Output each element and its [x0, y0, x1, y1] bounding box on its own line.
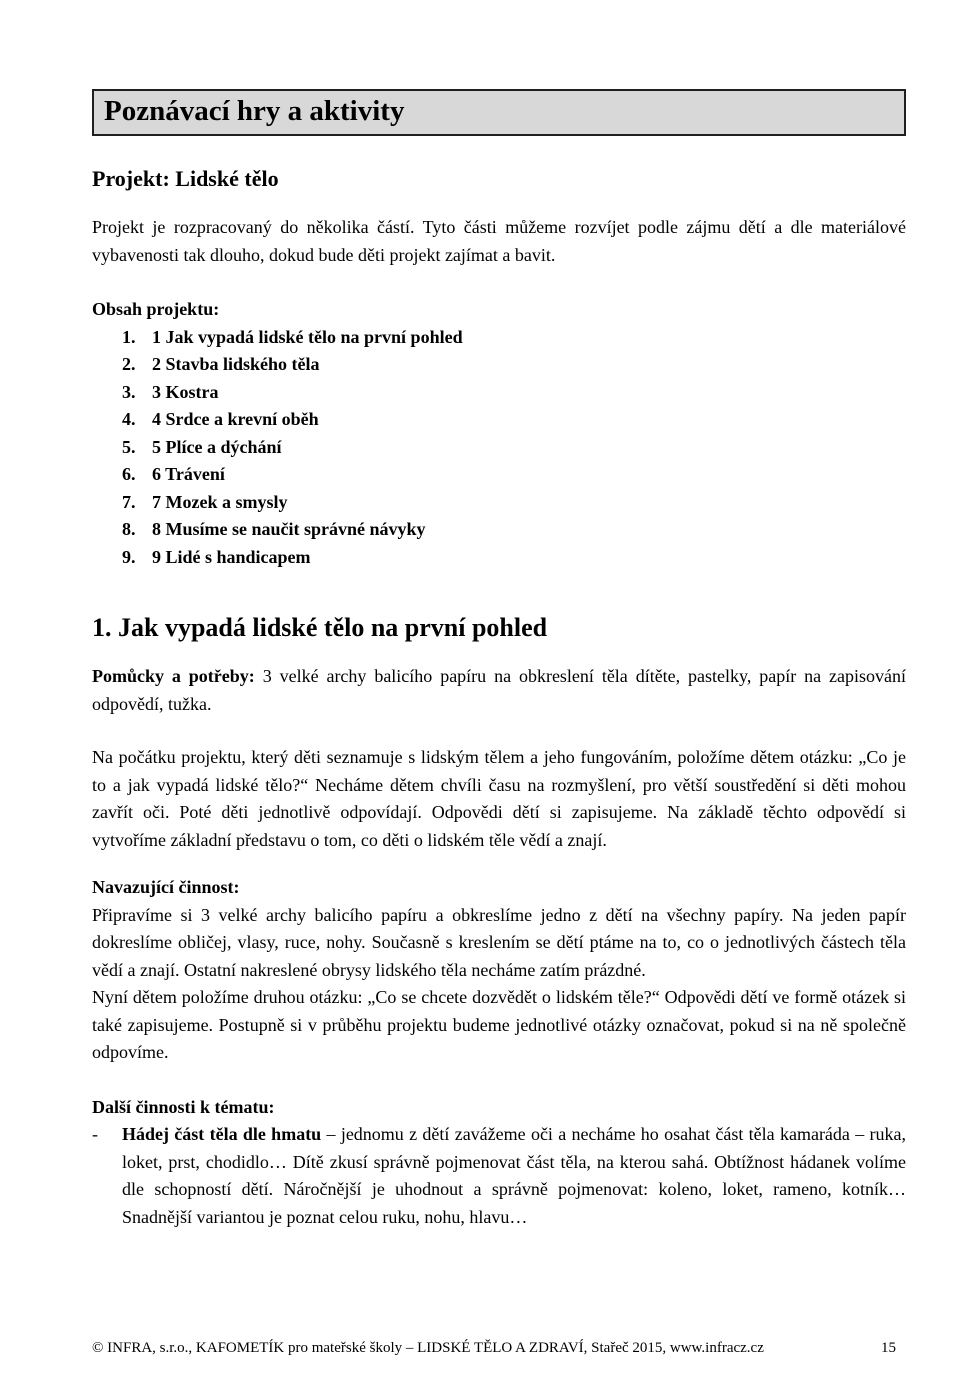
followup-paragraph-1: Připravíme si 3 velké archy balicího papíru a obkreslíme jedno z dětí na všechny papíry. Na jeden papír dokreslíme obličej, vlasy, ruce, nohy. Současně s kreslením se dětí ptáme na to, co o jednotlivých částech těla vědí a znají. Ostatní nakreslené obrysy lidského těla necháme zatím prázdné. — [92, 904, 906, 980]
toc-item — [92, 379, 906, 407]
bullet-dash: - — [92, 1124, 98, 1144]
supplies-text: 3 velké archy balicího papíru na obkreslení těla dítěte, pastelky, papír na zapisování odpovědí, tužka. — [92, 666, 907, 714]
activity-description: – jednomu z dětí zavážeme oči a necháme ho osahat část těla kamaráda – ruka, loket, prst, chodidlo… Dítě zkusí správně pojmenovat část těla, na kterou sahá. Obtížnost hádanek volíme dle schopností dětí. Náročnější je uhodnout a správně pojmenovat: koleno, loket, rameno, kotník… Snadnější variantou je poznat celou ruku, nohu, hlavu… — [122, 1124, 907, 1227]
toc-item-number: 7. — [122, 491, 136, 512]
toc-item — [92, 351, 906, 379]
toc-item — [92, 516, 906, 544]
chapter-banner — [92, 89, 906, 136]
toc-item — [92, 489, 906, 517]
activity-title: Hádej část těla dle hmatu — [122, 1124, 322, 1144]
toc-item-number: 1. — [122, 326, 136, 347]
supplies-paragraph — [92, 663, 906, 718]
footer-copyright: © INFRA, s.r.o., KAFOMETÍK pro mateřské školy – LIDSKÉ TĚLO A ZDRAVÍ, Stařeč 2015, www.infracz.cz — [92, 1340, 764, 1356]
toc-item — [92, 544, 906, 572]
toc-item — [92, 324, 906, 352]
toc-item — [92, 406, 906, 434]
toc-item-number: 2. — [122, 354, 136, 374]
toc-item — [92, 461, 906, 489]
toc-item-label: 2 Stavba lidského těla — [152, 354, 320, 374]
supplies-label: Pomůcky a potřeby: — [92, 666, 255, 686]
toc-item-label: 1 Jak vypadá lidské tělo na první pohled — [152, 326, 463, 347]
section-intro-paragraph: Na počátku projektu, který děti seznamuje s lidským tělem a jeho fungováním, položíme dětem otázku: „Co je to a jak vypadá lidské tělo?“ Necháme dětem chvíli času na rozmyšlení, pro větší soustředění si děti mohou zavřít oči. Poté děti jednotlivě odpovídají. Odpovědi dětí si zapisujeme. Na základě těchto odpovědí si vytvoříme základní představu o tom, co děti o lidském těle vědí a znají. — [92, 747, 906, 850]
page-footer — [92, 1338, 906, 1358]
toc-item-number: 5. — [122, 436, 136, 457]
toc-item-number: 3. — [122, 381, 136, 402]
toc-list — [92, 324, 906, 572]
project-heading: Projekt: Lidské tělo — [92, 166, 279, 191]
toc-item-number: 4. — [122, 409, 136, 429]
project-intro-paragraph: Projekt je rozpracovaný do několika částí. Tyto části můžeme rozvíjet podle zájmu dětí a dle materiálové vybavenosti tak dlouho, dokud bude děti projekt zajímat a bavit. — [92, 217, 906, 265]
activities-heading: Další činnosti k tématu: — [92, 1096, 275, 1117]
toc-heading: Obsah projektu: — [92, 299, 220, 319]
toc-item-label: 5 Plíce a dýchání — [152, 436, 282, 457]
followup-paragraph-2: Nyní dětem položíme druhou otázku: „Co se chcete dozvědět o lidském těle?“ Odpovědi dětí ve formě otázek si také zapisujeme. Postupně si v průběhu projektu budeme jednotlivé otázky označovat, pokud si na ně společně odpovíme. — [92, 987, 906, 1062]
toc-item-label: 8 Musíme se naučit správné návyky — [152, 519, 426, 539]
toc-item-label: 9 Lidé s handicapem — [152, 546, 311, 567]
toc-item-label: 6 Trávení — [152, 464, 225, 484]
activity-list-item — [92, 1121, 906, 1231]
toc-item-number: 8. — [122, 519, 136, 539]
toc-item — [92, 434, 906, 462]
toc-item-label: 3 Kostra — [152, 381, 219, 402]
toc-item-label: 4 Srdce a krevní oběh — [152, 409, 319, 429]
toc-item-label: 7 Mozek a smysly — [152, 491, 288, 512]
followup-heading: Navazující činnost: — [92, 877, 240, 897]
chapter-banner-title: Poznávací hry a aktivity — [104, 95, 405, 127]
footer-page-number: 15 — [881, 1340, 896, 1356]
section-heading: 1. Jak vypadá lidské tělo na první pohled — [92, 613, 548, 642]
toc-item-number: 9. — [122, 546, 136, 567]
toc-item-number: 6. — [122, 464, 136, 484]
